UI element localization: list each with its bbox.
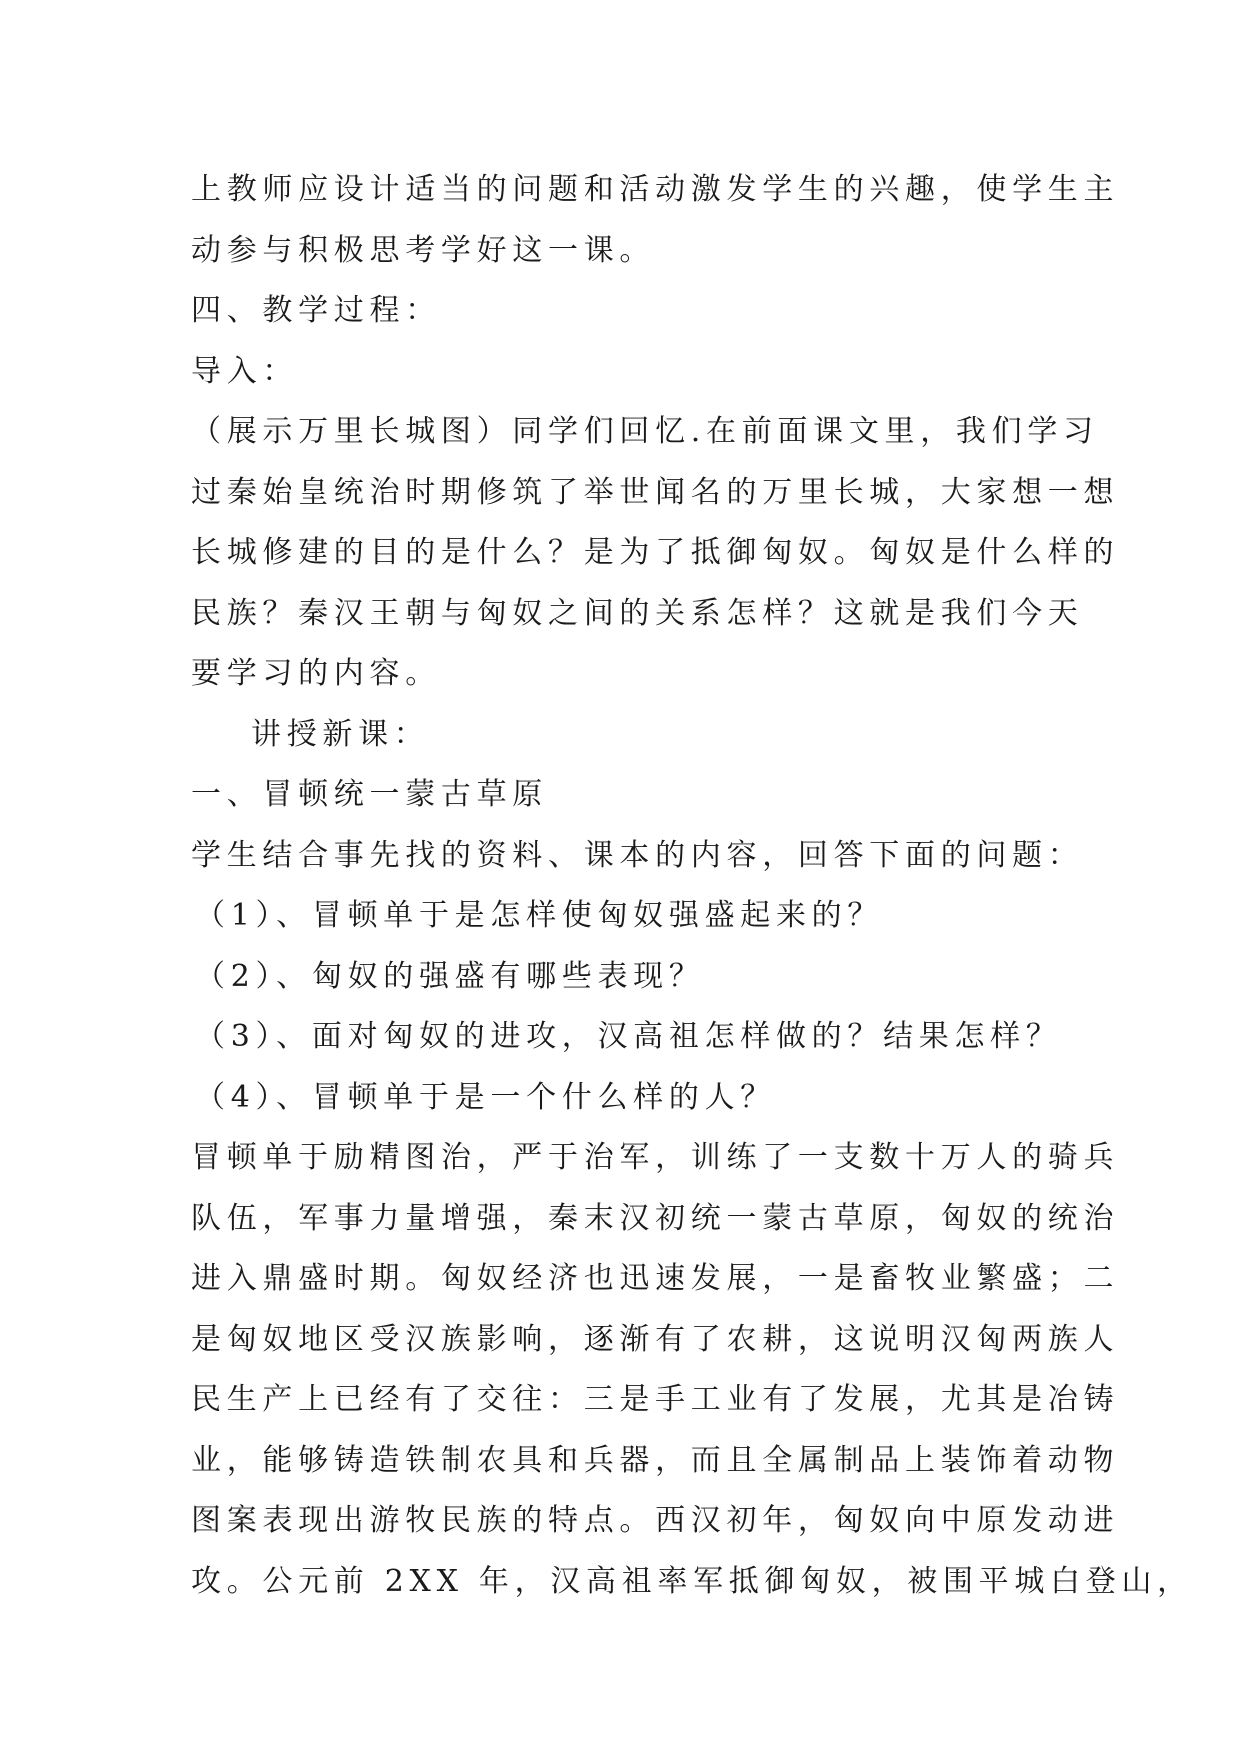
paragraph-line: 长城修建的目的是什么？是为了抵御匈奴。匈奴是什么样的 [191, 535, 1120, 570]
section-heading: 四、教学过程： [191, 293, 441, 328]
question-item: （2）、匈奴的强盛有哪些表现？ [195, 958, 705, 994]
paragraph-line: 是匈奴地区受汉族影响，逐渐有了农耕，这说明汉匈两族人 [191, 1321, 1120, 1357]
question-item: （3）、面对匈奴的进攻，汉高祖怎样做的？结果怎样？ [195, 1019, 1062, 1054]
paragraph-line: 要学习的内容。 [191, 656, 441, 691]
paragraph-line: 图案表现出游牧民族的特点。西汉初年，匈奴向中原发动进 [191, 1503, 1120, 1538]
question-item: （4）、冒顿单于是一个什么样的人？ [195, 1079, 776, 1115]
paragraph-line: 上教师应设计适当的问题和活动激发学生的兴趣，使学生主 [191, 172, 1120, 207]
paragraph-line: 业，能够铸造铁制农具和兵器，而且全属制品上装饰着动物 [191, 1442, 1120, 1478]
subsection-heading: 讲授新课： [251, 716, 430, 752]
document-body [191, 160, 1193, 1612]
paragraph-line: 民生产上已经有了交往：三是手工业有了发展，尤其是冶铸 [191, 1382, 1120, 1417]
paragraph-line: 民族？秦汉王朝与匈奴之间的关系怎样？这就是我们今天 [191, 595, 1084, 631]
paragraph-line: 动参与积极思考学好这一课。 [191, 232, 656, 268]
paragraph-line: 过秦始皇统治时期修筑了举世闻名的万里长城，大家想一想 [191, 474, 1120, 510]
paragraph-line: 学生结合事先找的资料、课本的内容，回答下面的问题： [191, 837, 1084, 873]
section-heading: 一、冒顿统一蒙古草原 [191, 777, 548, 812]
paragraph-line: 队伍，军事力量增强，秦末汉初统一蒙古草原，匈奴的统治 [191, 1200, 1120, 1236]
subsection-heading: 导入： [191, 353, 299, 389]
paragraph-line: 进入鼎盛时期。匈奴经济也迅速发展，一是畜牧业繁盛；二 [191, 1261, 1120, 1296]
paragraph-line: 攻。公元前 2XX 年，汉高祖率军抵御匈奴，被围平城白登山， [191, 1563, 1193, 1599]
paragraph-line: （展示万里长城图）同学们回忆.在前面课文里，我们学习 [191, 414, 1099, 449]
paragraph-line: 冒顿单于励精图治，严于治军，训练了一支数十万人的骑兵 [191, 1140, 1120, 1175]
question-item: （1）、冒顿单于是怎样使匈奴强盛起来的？ [195, 898, 884, 933]
